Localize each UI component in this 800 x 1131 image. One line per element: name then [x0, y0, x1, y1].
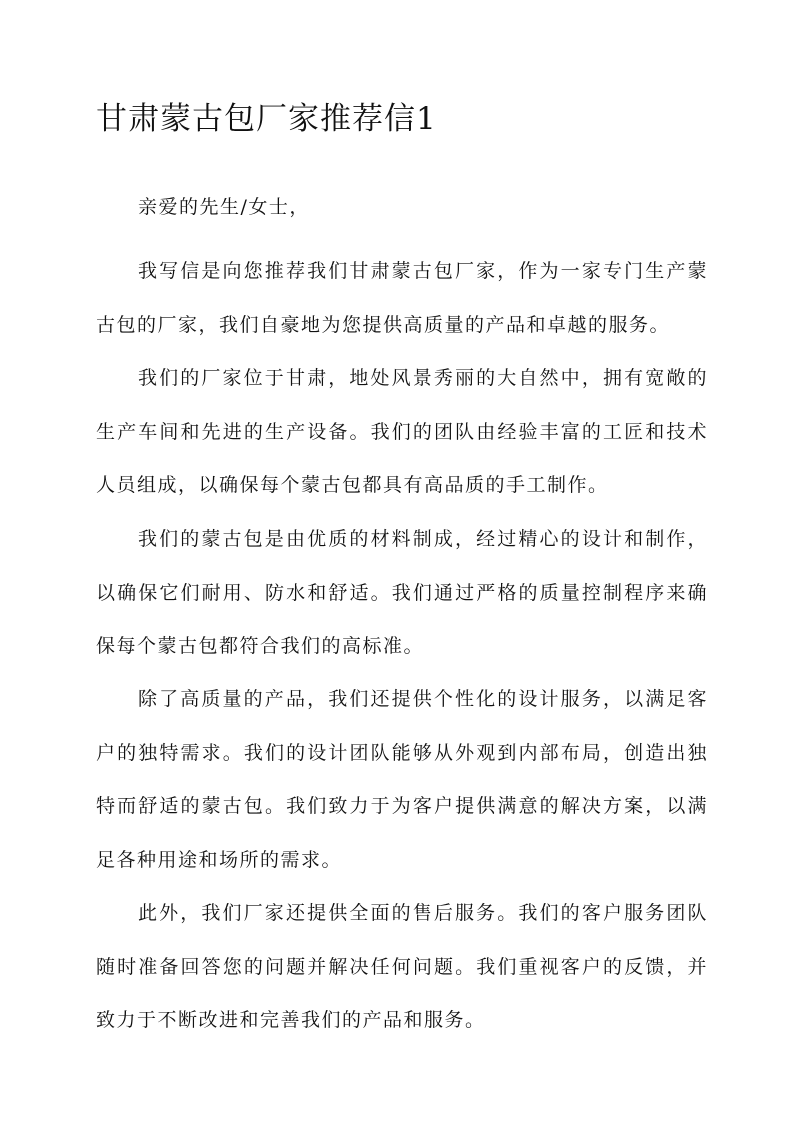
document-title: 甘肃蒙古包厂家推荐信1 — [96, 101, 437, 137]
paragraph-intro: 我写信是向您推荐我们甘肃蒙古包厂家，作为一家专门生产蒙古包的厂家，我们自豪地为您提供高质量的产品和卓越的服务。 — [96, 260, 708, 336]
salutation: 亲爱的先生/女士， — [138, 196, 310, 218]
paragraph-custom-design: 除了高质量的产品，我们还提供个性化的设计服务，以满足客户的独特需求。我们的设计团队能够从外观到内部布局，创造出独特而舒适的蒙古包。我们致力于为客户提供满意的解决方案，以满足各种用途和场所的需求。 — [96, 688, 708, 871]
paragraph-quality: 我们的蒙古包是由优质的材料制成，经过精心的设计和制作，以确保它们耐用、防水和舒适。我们通过严格的质量控制程序来确保每个蒙古包都符合我们的高标准。 — [96, 528, 708, 657]
paragraph-location: 我们的厂家位于甘肃，地处风景秀丽的大自然中，拥有宽敞的生产车间和先进的生产设备。我们的团队由经验丰富的工匠和技术人员组成，以确保每个蒙古包都具有高品质的手工制作。 — [96, 367, 708, 496]
paragraph-after-sales: 此外，我们厂家还提供全面的售后服务。我们的客户服务团队随时准备回答您的问题并解决任何问题。我们重视客户的反馈，并致力于不断改进和完善我们的产品和服务。 — [96, 902, 708, 1031]
